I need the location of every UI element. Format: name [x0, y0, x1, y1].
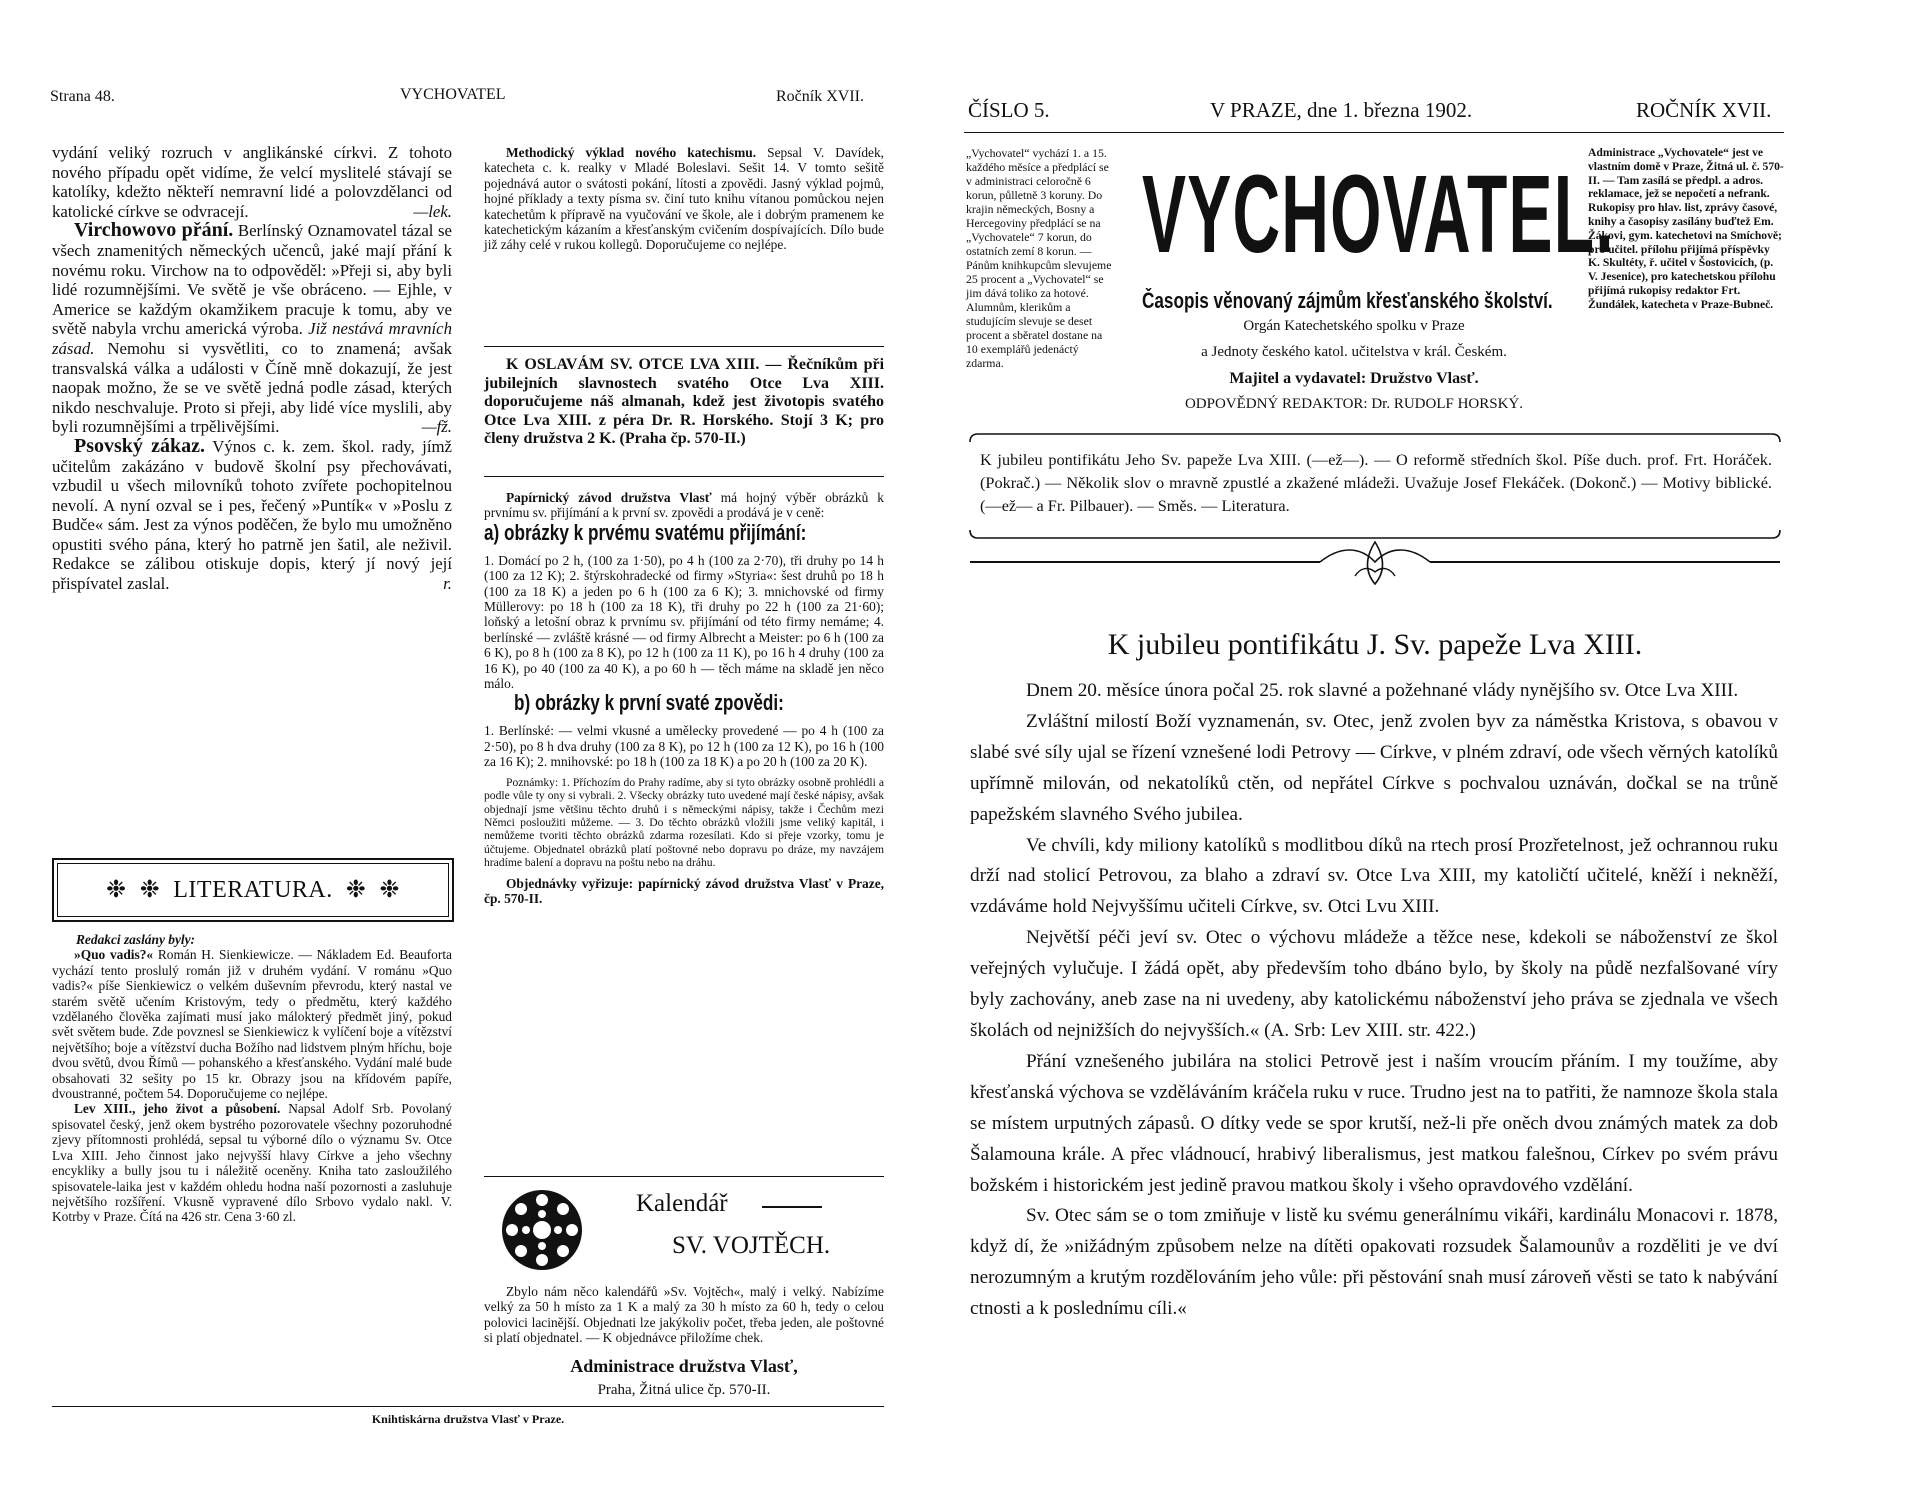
footer-rule — [52, 1406, 884, 1407]
article-paragraph: Ve chvíli, kdy miliony katolíků s modlitbou díků na rtech prosí Prozřetelnost, jež ochrannou ruku drží nad stolicí Petrovou, za blaho a zdraví sv. Otce Lva XIII, my katoličtí učitelé, kněží i nekněží, vzdáváme hold Nejvyššímu učiteli Církve, sv. Otci Lvu XIII. — [970, 834, 1778, 918]
notice-text: Řečníkům při jubilejních slavnostech svatého Otce Lva XIII. doporučujeme náš almanah, kdež jest životopis svatého Otce Lva XIII. z péra Dr. R. Horského. Stojí 3 K; pro členy družstva 2 K. (Praha čp. 570-II.) — [484, 356, 885, 448]
literatura-box — [52, 858, 454, 922]
review-text: Sepsal V. Davídek, katecheta c. k. realky v Mladé Boleslavi. Sešit 14. V tomto sešitě pojednává autor o svátosti pokání, lítosti a zpovědi. Jasný výklad pojmů, hojné příklady a texty písma sv. činí tuto knihu vítanou pomůckou nejen katechetům k přípravě na vyučování ve škole, ale i dobrým pramenem ke katechetickým kázaním a křesťanským cvičením dospívajících. Dílo bude již záhy celé v rukou kollegů. Doporučujeme co nejlépe. — [484, 145, 885, 253]
kalendar-text — [484, 1284, 884, 1346]
divider — [484, 476, 884, 477]
left-column-1 — [52, 143, 452, 594]
signature: —lek. — [413, 201, 452, 221]
notice-heading: Papírnický závod družstva Vlasť — [506, 490, 712, 505]
section-heading: Virchowovo přání. — [74, 219, 234, 242]
masthead-title-wrap — [1142, 140, 1615, 300]
admin-line: Administrace družstva Vlasť, — [570, 1356, 798, 1376]
papir-notice — [484, 490, 884, 906]
issue-number: ČÍSLO 5. — [968, 98, 1050, 122]
left-page — [0, 0, 912, 1500]
owner-line: Majitel a vydavatel: Družstvo Vlasť. — [1229, 370, 1479, 387]
review-text: Román H. Sienkiewicze. — Nákladem Ed. Beauforta vychází tento proslulý román již v druhém vydání. V románu »Quo vadis?« píše Sienkiewicz o velkém duševním převrodu, který nastal ve starém světě učením Kristovým, tedy o předmětu, který každého vzdělaného člověka zajímati musí jako málokterý předmět jiný, pokud svět světem bude. Zde povznesl se Sienkiewicz k vylíčení boje a vítězství největšího; boje a vítězství ducha Božího nad lidstvem plným hříchu, boje dvou světů, dvou Římů — pohanského a křesťanského. Vydání malé bude obsahovati 32 sešity po 15 kr. Obrazy jsou na křídovém papíře, dvoustranné, počtem 54. Doporučujeme co nejlépe. — [52, 947, 453, 1102]
subscription-info: „Vychovatel“ vychází 1. a 15. každého měsíce a předplácí se v administraci celoročně 6 korun, půlletně 3 koruny. Do krajin německých, Bosny a Hercegoviny předplácí se na „Vychovatele“ 7 korun, do ostatních zemí 8 korun. — Pánům knihkupcům slevujeme 25 procent a „Vychovatel“ se jim dává toliko za hotové. Alumnům, klerikům a studujícím slevuje se deset procent a sběratel dostane na 10 exemplářů jedenáctý zdarma. — [966, 146, 1112, 370]
poznamky: Poznámky: 1. Příchozím do Prahy radíme, aby si tyto obrázky osobně prohlédli a podle vůle ty ony si vybrali. 2. Všecky obrázky tuto uvedené mají české nápisy, avšak objednají jsme většinu těchto druhů i s německými nápisy, takže i Čechům mezi Němci posloužiti můžeme. — 3. Do těchto obrázků vložili jsme veliký kapitál, i nemůžeme tvoriti těchto obrázků zdarma rozesílati. Kdo si přeje vzorky, tomu je účtujeme. Objednatel obrázků platí poštovné nebo dopravu po dráze, my navzájem hradíme balení a dopravu na poštu nebo na dráhu. — [484, 775, 884, 870]
subheading: b) obrázky k první svaté zpovědi: — [514, 690, 784, 716]
rosette-icon — [500, 1188, 584, 1272]
article-paragraph: Sv. Otec sám se o tom zmiňuje v listě ku svému generálnímu vikáři, kardinálu Monacovi r. 1878, když dí, že »nižádným způsobem nelze na dítěti opakovati rozsudek Šalamounův a rozděliti je ve dví nerozumným a krutým rozdělováním jeho vůle: při pěstování snah musí zároveň věsti se tato k nabývání ctnosti a k poslednímu cíli.« — [970, 1205, 1778, 1320]
article-paragraph: Přání vznešeného jubilára na stolici Petrově jest i naším vroucím přáním. I my toužíme, aby křesťanská výchova se vzděláváním kráčela ruku v ruce. Trudno jest na to patřiti, že namnoze škola stala se místem urputných zápasů. O dítky vede se spor krutší, než-li pře oněch dvou známých matek za dob Šalamouna krále. A přec vládnoucí, hrabivý liberalismus, jest matkou falešnou, Církev po svém právu božském i historickém jest jedině pravou matkou školy i všeho opravdového vzdělání. — [970, 1050, 1778, 1196]
objednavky: Objednávky vyřizuje: papírnický závod družstva Vlasť v Praze, čp. 570-II. — [484, 875, 884, 906]
ornament-icon: ❉ — [106, 877, 127, 903]
notice-text: má hojný výběr obrázků k prvnímu sv. přijímání a k první sv. zpovědi a prodává je v ceně: — [484, 490, 884, 521]
section-heading: Psovský zákaz. — [74, 434, 206, 457]
signature: r. — [443, 574, 452, 594]
review-heading: Methodický výklad nového katechismu. — [506, 145, 757, 160]
oslavam-notice — [484, 356, 884, 449]
article-title: K jubileu pontifikátu J. Sv. papeže Lva XIII. — [1107, 628, 1643, 661]
issue-date: V PRAZE, dne 1. března 1902. — [1210, 98, 1473, 122]
masthead-title: VYCHOVATEL. — [1142, 153, 1615, 276]
running-title: VYCHOVATEL — [400, 86, 506, 103]
editor-line: ODPOVĚDNÝ REDAKTOR: Dr. RUDOLF HORSKÝ. — [1184, 396, 1524, 412]
right-page — [920, 0, 1836, 1500]
signature: —fž. — [421, 417, 452, 437]
divider — [484, 346, 884, 347]
ornament-icon: ❉ — [139, 877, 161, 903]
divider — [762, 1206, 822, 1208]
ornament-icon: ❉ — [379, 877, 400, 903]
literatura-heading: LITERATURA. — [173, 877, 333, 903]
redakci-line: Redakci zaslány byly: — [76, 932, 196, 947]
issue-volume: ROČNÍK XVII. — [1636, 98, 1772, 122]
contents-list: K jubileu pontifikátu Jeho Sv. papeže Lva XIII. (—ež—). — O reformě středních škol. Píše duch. prof. Frt. Horáček. (Pokrač.) — Několik slov o mravně zpustlé a zkažené mládeži. Uvažuje Josef Flekáček. (Dokonč.) — Motivy biblické. (—ež— a Fr. Pilbauer). — Směs. — Literatura. — [980, 450, 1772, 515]
organ-line: Orgán Katechetského spolku v Praze — [1243, 318, 1465, 334]
article-paragraph: Největší péči jeví sv. Otec o výchovu mládeže a těžce nese, kdekoli se náboženství ze škol veřejných vylučuje. I žádá opět, aby především toho dbáno bylo, by školy na půdě nezfalšované víry byly zachovány, aneb zase na ni uvedeny, aby katolickému náboženství jeho práva se zjednala ve všech školách od nejnižších do nejvyšších.« (A. Srb: Lev XIII. str. 422.) — [970, 927, 1778, 1041]
ornament-icon: ❉ — [345, 877, 367, 903]
printer-footer: Knihtiskárna družstva Vlasť v Praze. — [371, 1412, 565, 1426]
review-heading: Lev XIII., jeho život a působení. — [74, 1101, 281, 1117]
col1-paragraph: Nemohu si vysvětliti, co to znamená; avšak transvalská válka a události v Číně mně dokazují, že jest naopak možno, že se ve světě jedná podle zásad, kterých nikdo neschvaluje. Proto si přeji, aby lidé více myslili, aby byli rozumnějšími a trpělivějšími. — [52, 338, 452, 437]
article-paragraph: Dnem 20. měsíce února počal 25. rok slavné a požehnané vlády nynějšího sv. Otce Lva XIII. — [1026, 680, 1739, 701]
col1-paragraph: Berlínský Oznamovatel tázal se všech znamenitých německých učenců, jaké mají přání k novému roku. Virchow na to odpověděl: »Přeji si, aby byli lidé rozumnějšími. Ve světě je vše obráceno. — Ejhle, v Americe se každým okamžikem pracuje k tomu, aby ve světě nabyla vrchu americká výroba. — [52, 221, 453, 339]
article-paragraph: Zvláštní milostí Boží vyznamenán, sv. Otec, jenž zvolen byv za náměstka Kristova, s obavou v slabé své síly ujal se řízení vznešené lodi Petrovy — Církve, v plném zdraví, ode všech věrných katolíků upřímně milován, od nekatolíků ctěn, od nepřátel Církve s pochvalou uznáván, dočkal se na trůně papežském slavného Svého jubilea. — [970, 710, 1778, 825]
review-heading: »Quo vadis?« — [74, 947, 154, 963]
subtitle-wrap — [1142, 288, 1572, 316]
running-volume: Ročník XVII. — [776, 88, 864, 105]
admin-address: Praha, Žitná ulice čp. 570-II. — [597, 1382, 771, 1398]
ornament-divider-icon — [960, 532, 1790, 592]
left-column-2 — [484, 145, 884, 253]
divider — [484, 1176, 884, 1177]
col1-paragraph: Výnos c. k. zem. škol. rady, jímž učitelům zakázáno v budově školní psy přechovávati, vzbudil u všech milovníků tohoto zvířete pochopitelnou nevolí. A nyní ozval se i pes, řečený »Puntík« v »Poslu z Budče« sám. Jest za výnos poděčen, že bylo mu umožněno opustiti svého pána, který ho patrně jen šatil, ale neživil. Redakce se zálibou otiskuje dopis, který jí nový její přispívatel zaslal. — [52, 436, 452, 594]
notice-heading: K OSLAVÁM SV. OTCE LVA XIII. — — [506, 356, 782, 373]
header-rule — [964, 132, 1784, 133]
review-text: Napsal Adolf Srb. Povolaný spisovatel český, jenž okem bystrého pozorovatele všechny pozoruhodné zjevy přítomnosti prohlédá, sepsal tu výborné dílo o významu Sv. Otce Lva XIII. Jeho činnost jako nejvyšší hlavy Církve a jeho všechny encykliky a bully jsou tu i náležitě oceněny. Kniha tato zasloužilého spisovatele-laika jest v každém ohledu hodna naší pozornosti a zasluhuje největšího rozšíření. Vkusně vypravené dílo Srbovo vydalo nakl. V. Kotrby v Praze. Čítá na 426 str. Cena 3·60 zl. — [52, 1101, 452, 1225]
kalendar-subtitle: SV. VOJTĚCH. — [672, 1232, 831, 1259]
organ-line: a Jednoty českého katol. učitelstva v král. Českém. — [1201, 344, 1507, 360]
page-number: Strana 48. — [50, 88, 115, 105]
masthead-subtitle: Časopis věnovaný zájmům křesťanského školství. — [1142, 288, 1553, 313]
kalendar-paragraph: Zbylo nám něco kalendářů »Sv. Vojtěch«, malý i velký. Nabízíme velký za 50 h místo za 1 K a malý za 30 h místo za 60 h, tedy o celou polovici lacinější. Objednati lze jakýkoliv počet, třeba jeden, ale poštovné si platí objednatel. — K objednávce přiložíme chek. — [484, 1284, 884, 1346]
kalendar-title: Kalendář — [636, 1190, 728, 1217]
literatura-column — [52, 932, 452, 1225]
subheading: a) obrázky k prvému svatému přijímání: — [484, 519, 807, 545]
col1-paragraph: vydání veliký rozruch v anglikánské církvi. Z tohoto nového případu opět vidíme, že velcí myslitelé stávají se katolíky, kdežto někteří nemravní lidé a polovzdělanci od katolické církve se odvracejí. — [52, 143, 452, 221]
col1-emphasis: Již nestává mravních zásad. — [52, 319, 452, 358]
price-list: 1. Domácí po 2 h, (100 za 1·50), po 4 h (100 za 2·70), tři druhy po 14 h (100 za 12 K); 2. štýrskohradecké od firmy »Styria«: šest druhů po 18 h (100 za 18 K) a jeden po 6 h (100 za 6 K); 3. mnichovské od firmy Müllerovy: po 18 h (100 za 18 K), tři druhy po 22 h (100 za 21·60); loňský a letošní obraz k prvnímu sv. přijímání od této firmy nemáme; 4. berlínské — zvláště krásné — od firmy Albrecht a Meister: po 6 h (100 za 6 K), po 8 h (100 za 8 K), po 12 h (100 za 11 K), po 16 h 4 druhy (100 za 16 K), po 40 (100 za 40 K), a po 60 h — těch máme na skladě jen něco málo. — [484, 552, 884, 692]
price-list: 1. Berlínské: — velmi vkusné a umělecky provedené — po 4 h (100 za 2·50), po 8 h dva druhy (100 za 8 K), po 12 h (100 za 12 K), po 16 h (100 za 16 K); 2. mnihovské: po 18 h (100 za 18 K) a po 20 h (100 za 20 K). — [484, 723, 884, 770]
article-body — [970, 676, 1778, 1325]
administration-info: Administrace „Vychovatele“ jest ve vlastním domě v Praze, Žitná ul. č. 570-II. — Tam zasílá se předpl. a adros. reklamace, jež se nepočetí a nefrank. Rukopisy pro hlav. list, zprávy časové, knihy a časopisy zasílány buďtež Em. Žákovi, gym. katechetovi na Smíchově; pro učitel. přílohu přijímá příspěvky K. Skultéty, ř. učitel v Šostovicích, (p. V. Jesenice), pro katechetskou přílohu přijímá rukopisy redaktor Frt. Žundálek, katecheta v Praze-Bubneč. — [1588, 146, 1784, 311]
